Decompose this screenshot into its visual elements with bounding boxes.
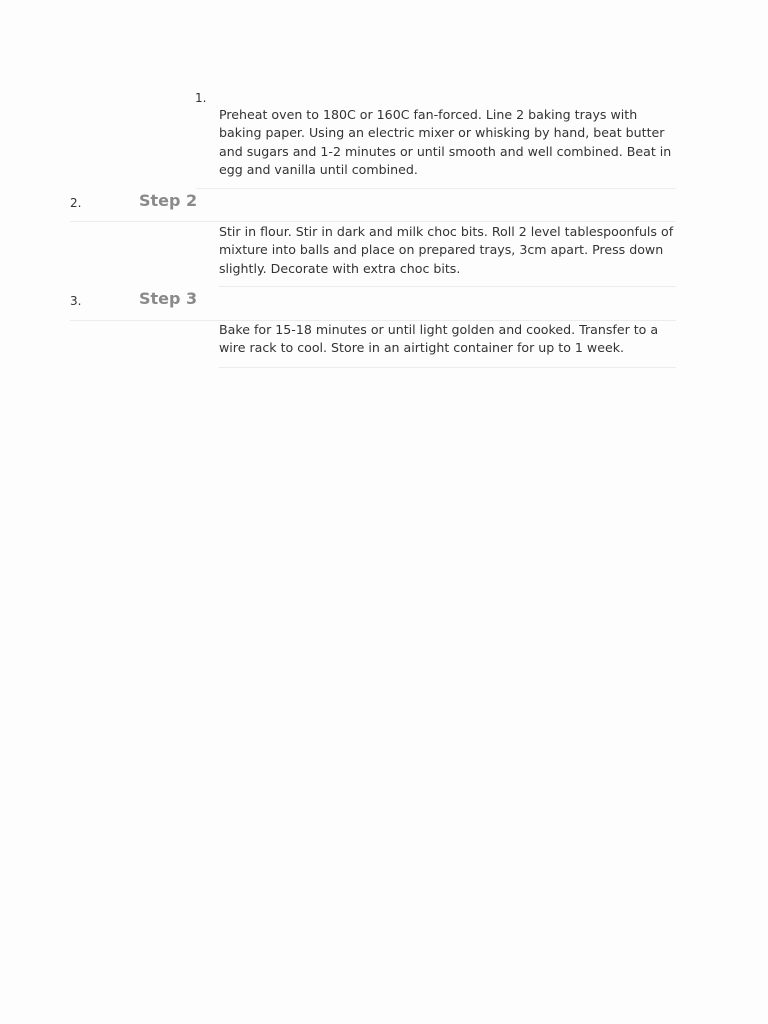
step-3-description: Bake for 15-18 minutes or until light golden and cooked. Transfer to a wire rack to cool. Store in an airtight container for up to 1 week. [219, 322, 659, 356]
step-3-heading: Step 3 [139, 289, 198, 308]
step-2-number: 2. [70, 196, 82, 210]
step-2-divider [219, 286, 676, 287]
step-1-number: 1. [195, 91, 207, 105]
step-3-divider [219, 367, 676, 368]
step-1-divider [196, 188, 676, 189]
step-2-heading: Step 2 [139, 191, 198, 210]
step-1-description: Preheat oven to 180C or 160C fan-forced. Line 2 baking trays with baking paper. Using an electric mixer or whisking by hand, beat butter and sugars and 1-2 minutes or until smooth and well combined. Beat in egg and vanilla until combined. [219, 107, 672, 177]
step-2-heading-divider [70, 221, 676, 222]
step-3-number: 3. [70, 294, 82, 308]
step-2-description: Stir in flour. Stir in dark and milk choc bits. Roll 2 level tablespoonfuls of mixture into balls and place on prepared trays, 3cm apart. Press down slightly. Decorate with extra choc bits. [219, 224, 674, 276]
